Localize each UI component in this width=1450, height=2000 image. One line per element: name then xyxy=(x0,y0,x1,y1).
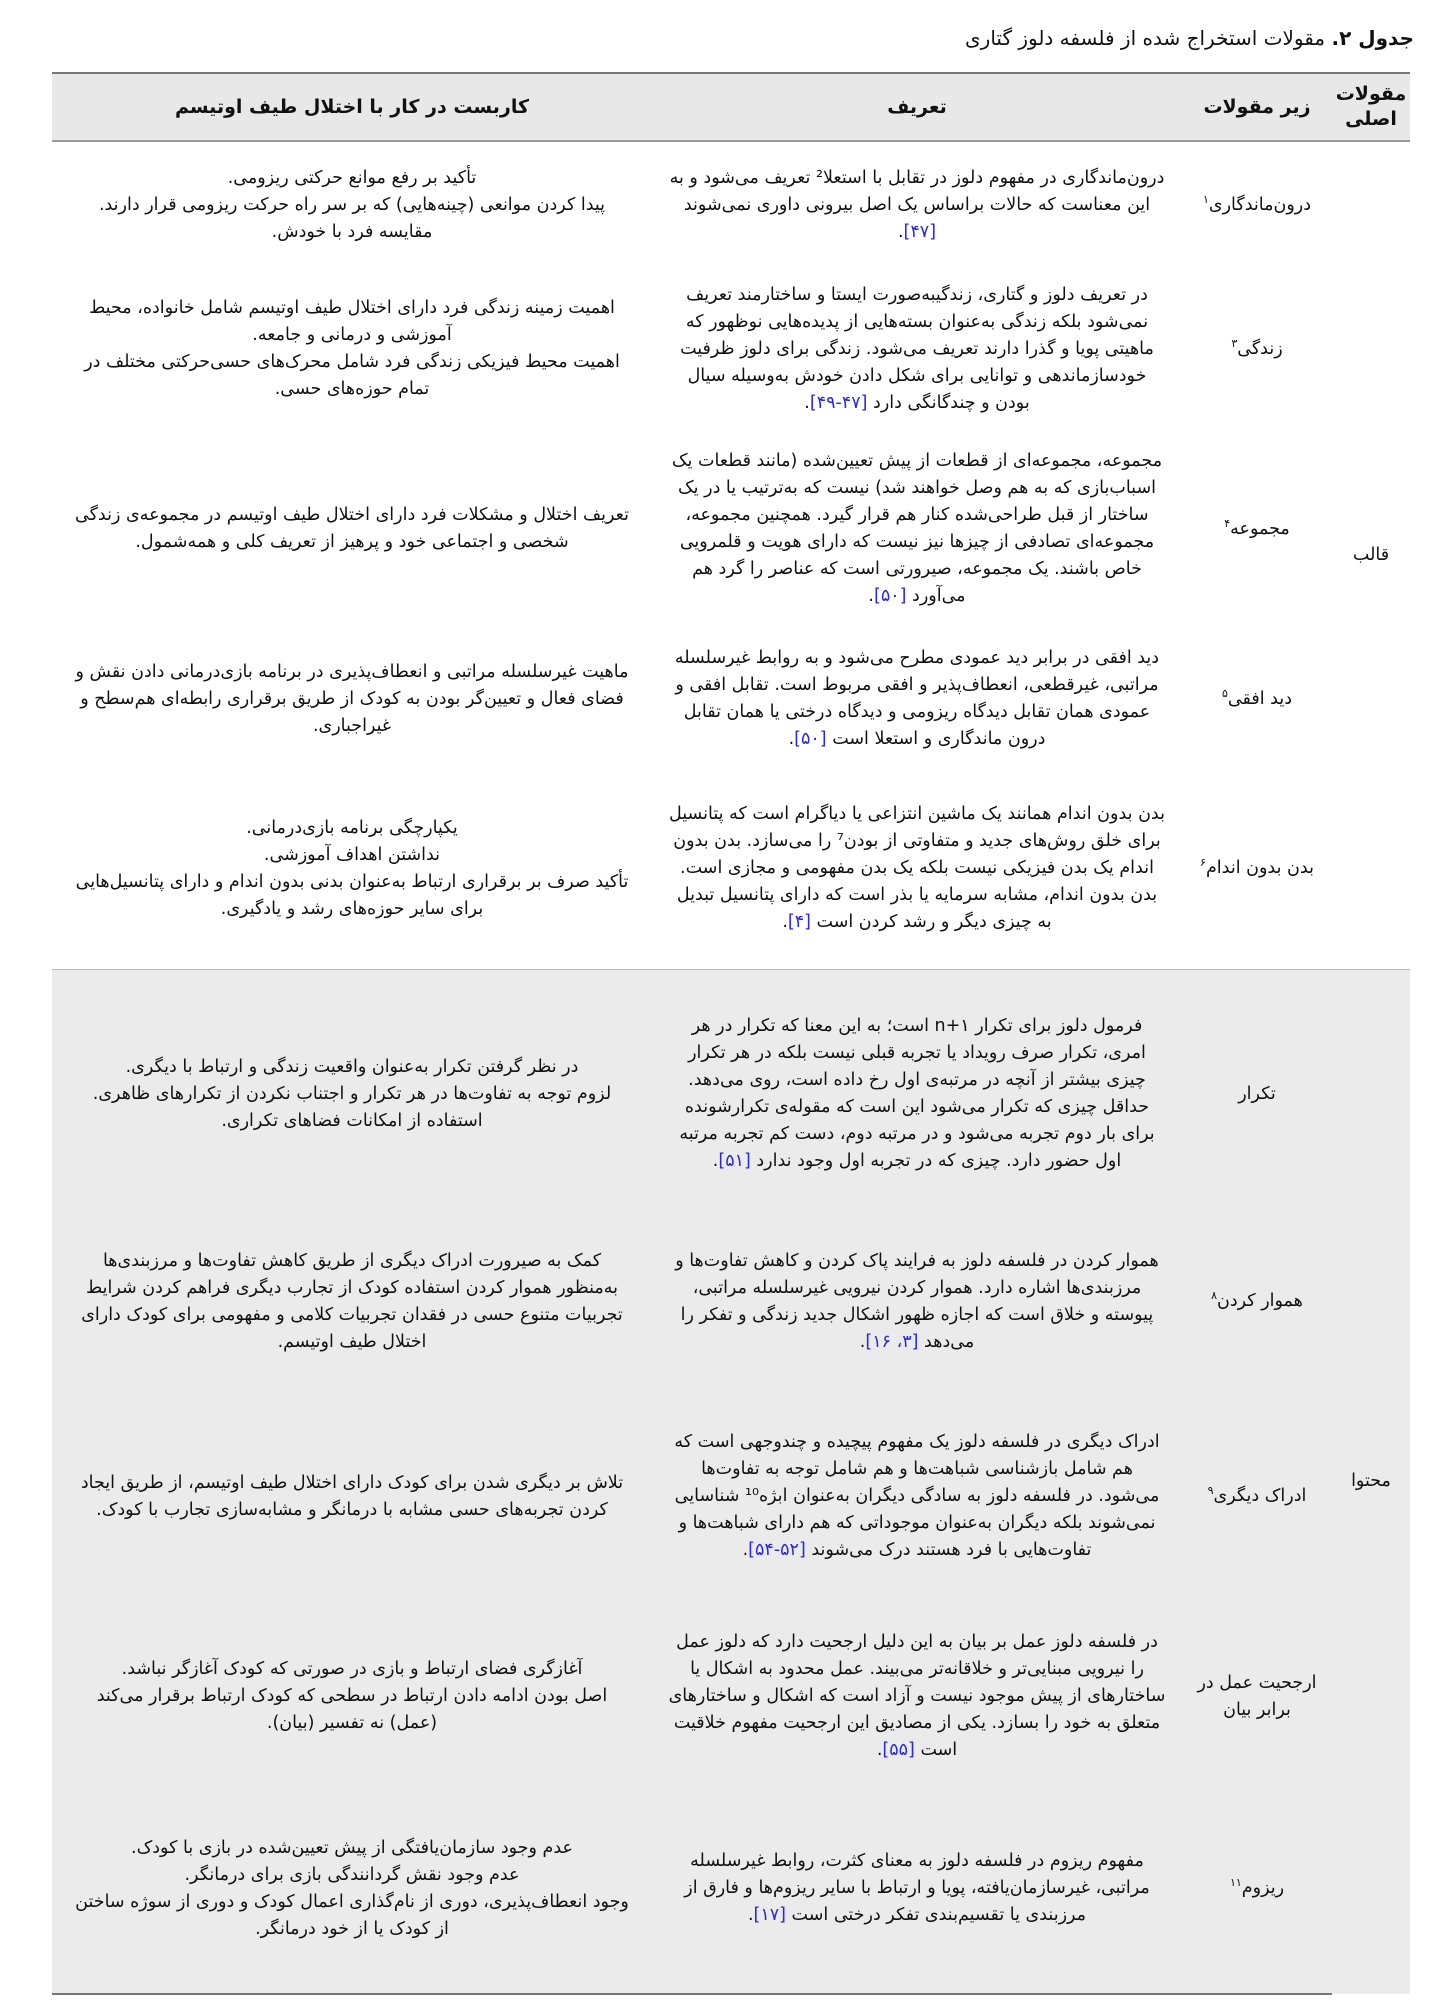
application-cell xyxy=(52,769,652,969)
application-item: عدم وجود سازمان‌یافتگی از پیش تعیین‌شده در بازی با کودک. xyxy=(131,1837,573,1858)
application-item: وجود انعطاف‌پذیری، دوری از نام‌گذاری اعمال کودک و دوری از سوژه ساختن از کودک یا از خود درمانگر. xyxy=(75,1891,629,1939)
definition-cell: هموار کردن در فلسفه دلوز به فرایند پاک کردن و کاهش تفاوت‌ها و مرزبندی‌ها اشاره دارد. هموار کردن نیرویی غیرسلسله مراتبی، پیوسته و خلاق است که اجازه ظهور اشکال جدید زندگی و تفکر را می‌دهد [۳، ۱۶]. xyxy=(652,1219,1182,1384)
definition-cell: در فلسفه دلوز عمل بر بیان به این دلیل ارجحیت دارد که دلوز عمل را نیرویی مبنایی‌تر و خلاقانه‌تر می‌بیند. عمل محدود به اشکال یا ساختارهای از پیش موجود نیست و آزاد است که اشکال و ساختارهای متعلق به خود را بسازد. یکی از مصادیق این ارجحیت مفهوم خلاقیت است [۵۵]. xyxy=(652,1609,1182,1784)
group-content xyxy=(52,969,1410,1994)
table-row xyxy=(52,429,1410,629)
subcategory-cell xyxy=(1182,269,1332,429)
application-cell xyxy=(52,969,652,1219)
application-item: در نظر گرفتن تکرار به‌عنوان واقعیت زندگی و ارتباط با دیگری. xyxy=(125,1056,579,1077)
table-row xyxy=(52,141,1410,269)
definition-text: هموار کردن در فلسفه دلوز به فرایند پاک کردن و کاهش تفاوت‌ها و مرزبندی‌ها اشاره دارد. هموار کردن نیرویی غیرسلسله مراتبی، پیوسته و خلاق است که اجازه ظهور اشکال جدید زندگی و تفکر را می‌دهد xyxy=(675,1250,1159,1352)
definition-text: مفهوم ریزوم در فلسفه دلوز به معنای کثرت، روابط غیرسلسله مراتبی، غیرسازمان‌یافته، پویا و ارتباط با سایر ریزوم‌ها و فارق از مرزبندی یا تقسیم‌بندی تفکر درختی است xyxy=(684,1851,1150,1925)
definition-cell: فرمول دلوز برای تکرار n+۱ است؛ به این معنا که تکرار در هر امری، تکرار صرف رویداد یا تجربه قبلی نیست بلکه در هر تکرار چیزی بیشتر از آنچه در مرتبه‌ی اول رخ داده است، روی می‌دهد. حداقل چیزی که تکرار می‌شود این است که مقوله‌ی تکرارشونده برای بار دوم تجربه می‌شود و در مرتبه دوم، دست کم تجربه مرتبه اول حضور دارد. چیزی که در تجربه اول وجود ندارد [۵۱]. xyxy=(652,969,1182,1219)
definition-text: ادراک دیگری در فلسفه دلوز یک مفهوم پیچیده و چندوجهی است که هم شامل بازشناسی شباهت‌ها و هم شامل توجه به تفاوت‌ها می‌شود. در فلسفه دلوز به سادگی دیگران به‌عنوان ابژه¹⁰ شناسایی نمی‌شوند بلکه دیگران به‌عنوان موجوداتی که هم دارای شباهت‌ها و تفاوت‌هایی با فرد هستند درک می‌شوند xyxy=(674,1432,1160,1560)
application-item: تعریف اختلال و مشکلات فرد دارای اختلال طیف اوتیسم در مجموعه‌ی زندگی شخصی و اجتماعی خود و پرهیز از تعریف کلی و همه‌شمول. xyxy=(75,505,629,552)
application-cell xyxy=(52,1384,652,1609)
application-cell xyxy=(52,1219,652,1384)
application-cell xyxy=(52,1784,652,1994)
application-item: مقایسه فرد با خودش. xyxy=(271,222,433,242)
footnote-marker: ۱۱ xyxy=(1229,1876,1242,1890)
citation-link[interactable]: [۵۰] xyxy=(794,729,827,749)
header-definition: تعریف xyxy=(652,73,1182,141)
subcategory-label: دید افقی xyxy=(1227,688,1292,709)
subcategory-label: هموار کردن xyxy=(1217,1291,1303,1311)
caption-text: مقولات استخراج شده از فلسفه دلوز گتاری xyxy=(965,26,1332,50)
main-category-cell xyxy=(1332,969,1410,1994)
footnote-marker: ۵ xyxy=(1221,686,1228,700)
footnote-marker: ۹ xyxy=(1207,1484,1214,1498)
definition-cell: ادراک دیگری در فلسفه دلوز یک مفهوم پیچیده و چندوجهی است که هم شامل بازشناسی شباهت‌ها و هم شامل توجه به تفاوت‌ها می‌شود. در فلسفه دلوز به سادگی دیگران به‌عنوان ابژه¹⁰ شناسایی نمی‌شوند بلکه دیگران به‌عنوان موجوداتی که هم دارای شباهت‌ها و تفاوت‌هایی با فرد هستند درک می‌شوند [۵۲-۵۴]. xyxy=(652,1384,1182,1609)
header-main-category: مقولات اصلی xyxy=(1332,73,1410,141)
citation-link[interactable]: [۴۷] xyxy=(903,222,937,242)
definition-cell: مجموعه، مجموعه‌ای از قطعات از پیش تعیین‌شده (مانند قطعات یک اسباب‌بازی که به هم وصل خواهند شد) نیست که به‌ترتیب یا در یک ساختار از قبل طراحی‌شده کنار هم قرار گیرد. همچنین مجموعه، مجموعه‌ای تصادفی از چیزها نیز نیست که دارای هویت و قلمرویی خاص باشند. یک مجموعه، صیرورتی است که عناصر را گرد هم می‌آورد [۵۰]. xyxy=(652,429,1182,629)
application-item: آغازگری فضای ارتباط و بازی در صورتی که کودک آغازگر نباشد. xyxy=(121,1659,583,1679)
subcategory-label: ریزوم xyxy=(1241,1878,1285,1898)
definition-cell: در تعریف دلوز و گتاری، زندگیبه‌صورت ایستا و ساختارمند تعریف نمی‌شود بلکه زندگی به‌عنوان بسته‌هایی از پدیده‌هایی نوظهور که ماهیتی پویا و گذرا دارند تعریف می‌شود. زندگی برای دلوز ظرفیت خودسازماندهی و توانایی برای شکل دادن خودش به‌وسیله سیال بودن و چندگانگی دارد [۴۷-۴۹]. xyxy=(652,269,1182,429)
table-row xyxy=(52,1609,1410,1784)
citation-link[interactable]: [۴] xyxy=(787,912,811,933)
table-row xyxy=(52,269,1410,429)
subcategory-label: ادراک دیگری xyxy=(1213,1486,1307,1506)
citation-link[interactable]: [۵۲-۵۴] xyxy=(748,1540,806,1560)
application-item: لزوم توجه به تفاوت‌ها در هر تکرار و اجتناب نکردن از تکرارهای ظاهری. xyxy=(92,1083,612,1104)
application-cell xyxy=(52,141,652,269)
subcategory-cell xyxy=(1182,1784,1332,1994)
footnote-marker: ۳ xyxy=(1231,336,1238,350)
table-row xyxy=(52,1219,1410,1384)
footnote-marker: ۱ xyxy=(1202,193,1209,207)
definition-cell: بدن بدون اندام همانند یک ماشین انتزاعی یا دیاگرام است که پتانسیل برای خلق روش‌های جدید و متفاوتی از بودن⁷ را می‌سازد. بدن بدون اندام یک بدن فیزیکی نیست بلکه یک بدن مفهومی و مجازی است. بدن بدون اندام، مشابه سرمایه یا بذر است که دارای پتانسیل تبدیل به چیزی دیگر و رشد کردن است [۴]. xyxy=(652,769,1182,969)
footnote-marker: ۶ xyxy=(1200,856,1206,870)
application-item: ماهیت غیرسلسله مراتبی و انعطاف‌پذیری در برنامه بازی‌درمانی دادن نقش و فضای فعال و تعیین‌گر بودن به کودک از طریق برقراری رابطه‌ای هم‌سطح و غیراجباری. xyxy=(75,661,629,736)
application-cell xyxy=(52,629,652,769)
subcategory-label: زندگی xyxy=(1237,338,1283,359)
citation-link[interactable]: [۵۰] xyxy=(874,586,907,606)
subcategory-label: تکرار xyxy=(1238,1083,1276,1104)
main-category-label: قالب xyxy=(1352,544,1390,565)
application-item: استفاده از امکانات فضاهای تکراری. xyxy=(221,1110,483,1131)
subcategory-cell xyxy=(1182,769,1332,969)
citation-link[interactable]: [۵۵] xyxy=(882,1740,915,1760)
table-row xyxy=(52,1784,1410,1994)
application-cell xyxy=(52,429,652,629)
footnote-marker: ۴ xyxy=(1224,516,1231,530)
application-item: پیدا کردن موانعی (چینه‌هایی) که بر سر راه حرکت ریزومی قرار دارند. xyxy=(98,195,606,215)
table-header-row xyxy=(52,73,1410,141)
group-template xyxy=(52,141,1410,969)
citation-link[interactable]: [۵۱] xyxy=(718,1151,751,1172)
application-item: نداشتن اهداف آموزشی. xyxy=(263,844,441,865)
subcategory-cell xyxy=(1182,1609,1332,1784)
main-category-cell xyxy=(1332,141,1410,969)
citation-link[interactable]: [۳، ۱۶] xyxy=(865,1331,919,1352)
definition-text: مجموعه، مجموعه‌ای از قطعات از پیش تعیین‌شده (مانند قطعات یک اسباب‌بازی که به هم وصل خواهند شد) نیست که به‌ترتیب یا در یک ساختار از قبل طراحی‌شده کنار هم قرار گیرد. همچنین مجموعه، مجموعه‌ای تصادفی از چیزها نیز نیست که دارای هویت و قلمرویی خاص باشند. یک مجموعه، صیرورتی است که عناصر را گرد هم می‌آورد xyxy=(671,451,1163,606)
subcategory-cell xyxy=(1182,969,1332,1219)
citation-link[interactable]: [۴۷-۴۹] xyxy=(809,392,868,413)
subcategory-label: بدن بدون اندام xyxy=(1205,858,1314,879)
definition-cell: مفهوم ریزوم در فلسفه دلوز به معنای کثرت، روابط غیرسلسله مراتبی، غیرسازمان‌یافته، پویا و ارتباط با سایر ریزوم‌ها و فارق از مرزبندی یا تقسیم‌بندی تفکر درختی است [۱۷]. xyxy=(652,1784,1182,1994)
definition-text: دید افقی در برابر دید عمودی مطرح می‌شود و به روابط غیرسلسله مراتبی، غیرقطعی، انعطاف‌پذیر و افقی مربوط است. تقابل افقی و عمودی همان تقابل دیدگاه ریزومی و دیدگاه درختی یا همان تقابل درون ماندگاری و استعلا است xyxy=(674,648,1160,749)
subcategory-cell xyxy=(1182,1219,1332,1384)
definition-text: درون‌ماندگاری در مفهوم دلوز در تقابل با استعلا² تعریف می‌شود و به این معناست که حالات براساس یک اصل بیرونی داوری نمی‌شوند xyxy=(669,168,1165,215)
table-row xyxy=(52,969,1410,1219)
table-row xyxy=(52,1384,1410,1609)
subcategory-cell xyxy=(1182,141,1332,269)
application-item: تأکید بر رفع موانع حرکتی ریزومی. xyxy=(227,168,477,188)
subcategory-label: مجموعه xyxy=(1230,518,1290,539)
application-item: تأکید صرف بر برقراری ارتباط به‌عنوان بدنی بدون اندام و دارای پتانسیل‌هایی برای سایر حوزه‌های رشد و یادگیری. xyxy=(75,871,629,919)
definition-text: در فلسفه دلوز عمل بر بیان به این دلیل ارجحیت دارد که دلوز عمل را نیرویی مبنایی‌تر و خلاقانه‌تر می‌بیند. عمل محدود به اشکال یا ساختارهای از پیش موجود نیست و آزاد است که اشکال و ساختارهای متعلق به خود را بسازد. یکی از مصادیق این ارجحیت مفهوم خلاقیت است xyxy=(668,1632,1166,1760)
subcategory-cell xyxy=(1182,429,1332,629)
definition-text: در تعریف دلوز و گتاری، زندگیبه‌صورت ایستا و ساختارمند تعریف نمی‌شود بلکه زندگی به‌عنوان بسته‌هایی از پدیده‌هایی نوظهور که ماهیتی پویا و گذرا دارند تعریف می‌شود. زندگی برای دلوز ظرفیت خودسازماندهی و توانایی برای شکل دادن خودش به‌وسیله سیال بودن و چندگانگی دارد xyxy=(680,284,1154,413)
subcategory-cell xyxy=(1182,1384,1332,1609)
main-category-label: محتوا xyxy=(1351,1471,1391,1492)
footnote-marker: ۸ xyxy=(1211,1289,1217,1303)
definition-text: بدن بدون اندام همانند یک ماشین انتزاعی یا دیاگرام است که پتانسیل برای خلق روش‌های جدید و متفاوتی از بودن⁷ را می‌سازد. بدن بدون اندام یک بدن فیزیکی نیست بلکه یک بدن مفهومی و مجازی است. بدن بدون اندام، مشابه سرمایه یا بذر است که دارای پتانسیل تبدیل به چیزی دیگر و رشد کردن است xyxy=(669,804,1165,933)
table-caption xyxy=(965,26,1414,50)
application-item: عدم وجود نقش گردانندگی بازی برای درمانگر. xyxy=(184,1864,520,1885)
application-cell xyxy=(52,1609,652,1784)
table-row xyxy=(52,769,1410,969)
definition-cell: درون‌ماندگاری در مفهوم دلوز در تقابل با استعلا² تعریف می‌شود و به این معناست که حالات براساس یک اصل بیرونی داوری نمی‌شوند [۴۷]. xyxy=(652,141,1182,269)
subcategory-label: درون‌ماندگاری xyxy=(1208,195,1312,215)
citation-link[interactable]: [۱۷] xyxy=(753,1905,786,1925)
header-application: کاربست در کار با اختلال طیف اوتیسم xyxy=(52,73,652,141)
caption-label: جدول ۲. xyxy=(1331,26,1414,50)
definition-cell: دید افقی در برابر دید عمودی مطرح می‌شود و به روابط غیرسلسله مراتبی، غیرقطعی، انعطاف‌پذیر و افقی مربوط است. تقابل افقی و عمودی همان تقابل دیدگاه ریزومی و دیدگاه درختی یا همان تقابل درون ماندگاری و استعلا است [۵۰]. xyxy=(652,629,1182,769)
subcategory-cell xyxy=(1182,629,1332,769)
application-item: اهمیت زمینه زندگی فرد دارای اختلال طیف اوتیسم شامل خانواده، محیط آموزشی و درمانی و جامعه. xyxy=(89,298,615,345)
subcategory-label: ارجحیت عمل در برابر بیان xyxy=(1197,1672,1317,1720)
categories-table xyxy=(52,72,1410,1995)
application-item: تلاش بر دیگری شدن برای کودک دارای اختلال طیف اوتیسم، از طریق ایجاد کردن تجربه‌های حسی مشابه با درمانگر و مشابه‌سازی تجارب با کودک. xyxy=(80,1472,624,1520)
header-subcategory: زیر مقولات xyxy=(1182,73,1332,141)
application-item: یکپارچگی برنامه بازی‌درمانی. xyxy=(246,817,458,838)
table-row xyxy=(52,629,1410,769)
application-item: اهمیت محیط فیزیکی زندگی فرد شامل محرک‌های حسی‌حرکتی مختلف در تمام حوزه‌های حسی. xyxy=(84,352,620,399)
application-item: اصل بودن ادامه دادن ارتباط در سطحی که کودک ارتباط برقرار می‌کند (عمل) نه تفسیر (بیان). xyxy=(96,1686,608,1733)
application-cell xyxy=(52,269,652,429)
application-item: کمک به صیرورت ادراک دیگری از طریق کاهش تفاوت‌ها و مرزبندی‌ها به‌منظور هموار کردن استفاده کودک از تجارب دیگری فراهم کردن شرایط تجربیات متنوع حسی در فقدان تجربیات کلامی و مفهومی برای کودک دارای اختلال طیف اوتیسم. xyxy=(81,1250,623,1352)
definition-text: فرمول دلوز برای تکرار n+۱ است؛ به این معنا که تکرار در هر امری، تکرار صرف رویداد یا تجربه قبلی نیست بلکه در هر تکرار چیزی بیشتر از آنچه در مرتبه‌ی اول رخ داده است، روی می‌دهد. حداقل چیزی که تکرار می‌شود این است که مقوله‌ی تکرارشونده برای بار دوم تجربه می‌شود و در مرتبه دوم، دست کم تجربه مرتبه اول حضور دارد. چیزی که در تجربه اول وجود ندارد xyxy=(679,1016,1155,1172)
